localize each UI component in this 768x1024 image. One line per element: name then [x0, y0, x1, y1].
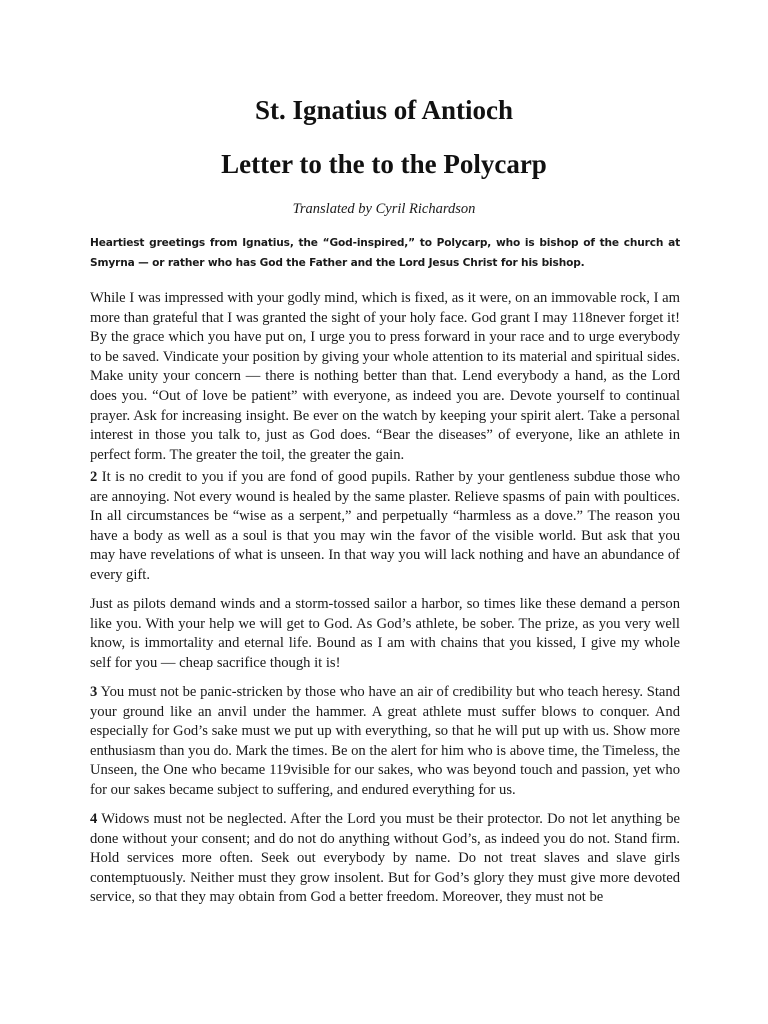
- paragraph-1: [90, 289, 680, 465]
- paragraph-2: [90, 468, 680, 586]
- translator-credit: Translated by Cyril Richardson: [292, 201, 476, 217]
- paragraph-text: It is no credit to you if you are fond of good pupils. Rather by your gentleness subdue those who are annoying. Not every wound is healed by the same plaster. Relieve spasms of pain with poultices. In all circumstances be “wise as a serpent,” and perpetually “harmless as a dove.” The reason you have a body as well as a soul is that you may win the favor of the visible world. But ask that you may have revelations of what is unseen. In that way you will lack nothing and have an abundance of every gift.: [90, 469, 680, 583]
- paragraph-text: You must not be panic-stricken by those who have an air of credibility but who teach heresy. Stand your ground like an anvil under the hammer. A great athlete must suffer blows to conquer. And especially for God’s sake must we put up with everything, so that he will put up with us. Show more enthusiasm than you do. Mark the times. Be on the alert for him who is above time, the Timeless, the Unseen, the One who became 119visible for our sakes, who was beyond touch and passion, yet who for our sakes became subject to suffering, and endured everything for us.: [90, 684, 680, 798]
- section-number: 2: [90, 469, 98, 485]
- document-title: St. Ignatius of Antioch: [254, 95, 514, 125]
- salutation: Heartiest greetings from Ignatius, the “God-inspired,” to Polycarp, who is bishop of the church at Smyrna — or rather who has God the Father and the Lord Jesus Christ for his bishop.: [90, 237, 680, 269]
- paragraph-text: Just as pilots demand winds and a storm-tossed sailor a harbor, so times like these demand a person like you. With your help we will get to God. As God’s athlete, be sober. The prize, as you very well know, is immortality and eternal life. Bound as I am with chains that you kissed, I give my whole self for you — cheap sacrifice though it is!: [90, 596, 680, 671]
- document-subtitle: Letter to the to the Polycarp: [221, 149, 547, 179]
- paragraph-5: [90, 810, 680, 908]
- paragraph-4: [90, 683, 680, 801]
- section-number: 4: [90, 811, 98, 827]
- section-number: 3: [90, 684, 98, 700]
- paragraph-text: While I was impressed with your godly mind, which is fixed, as it were, on an immovable rock, I am more than grateful that I was granted the sight of your holy face. God grant I may 118never forget it! By the grace which you have put on, I urge you to press forward in your race and to urge everybody to be saved. Vindicate your position by giving your whole attention to its material and spiritual sides. Make unity your concern — there is nothing better than that. Lend everybody a hand, as the Lord does you. “Out of love be patient” with everyone, as indeed you are. Devote yourself to continual prayer. Ask for increasing insight. Be ever on the watch by keeping your spirit alert. Take a personal interest in those you talk to, just as God does. “Bear the diseases” of everyone, like an athlete in perfect form. The greater the toil, the greater the gain.: [90, 290, 680, 463]
- paragraph-3: [90, 595, 680, 673]
- paragraph-text: Widows must not be neglected. After the Lord you must be their protector. Do not let anything be done without your consent; and do not do anything without God’s, as indeed you do not. Stand firm. Hold services more often. Seek out everybody by name. Do not treat slaves and slave girls contemptuously. Neither must they grow insolent. But for God’s glory they must give more devoted service, so that they may obtain from God a better freedom. Moreover, they must not be: [90, 811, 680, 906]
